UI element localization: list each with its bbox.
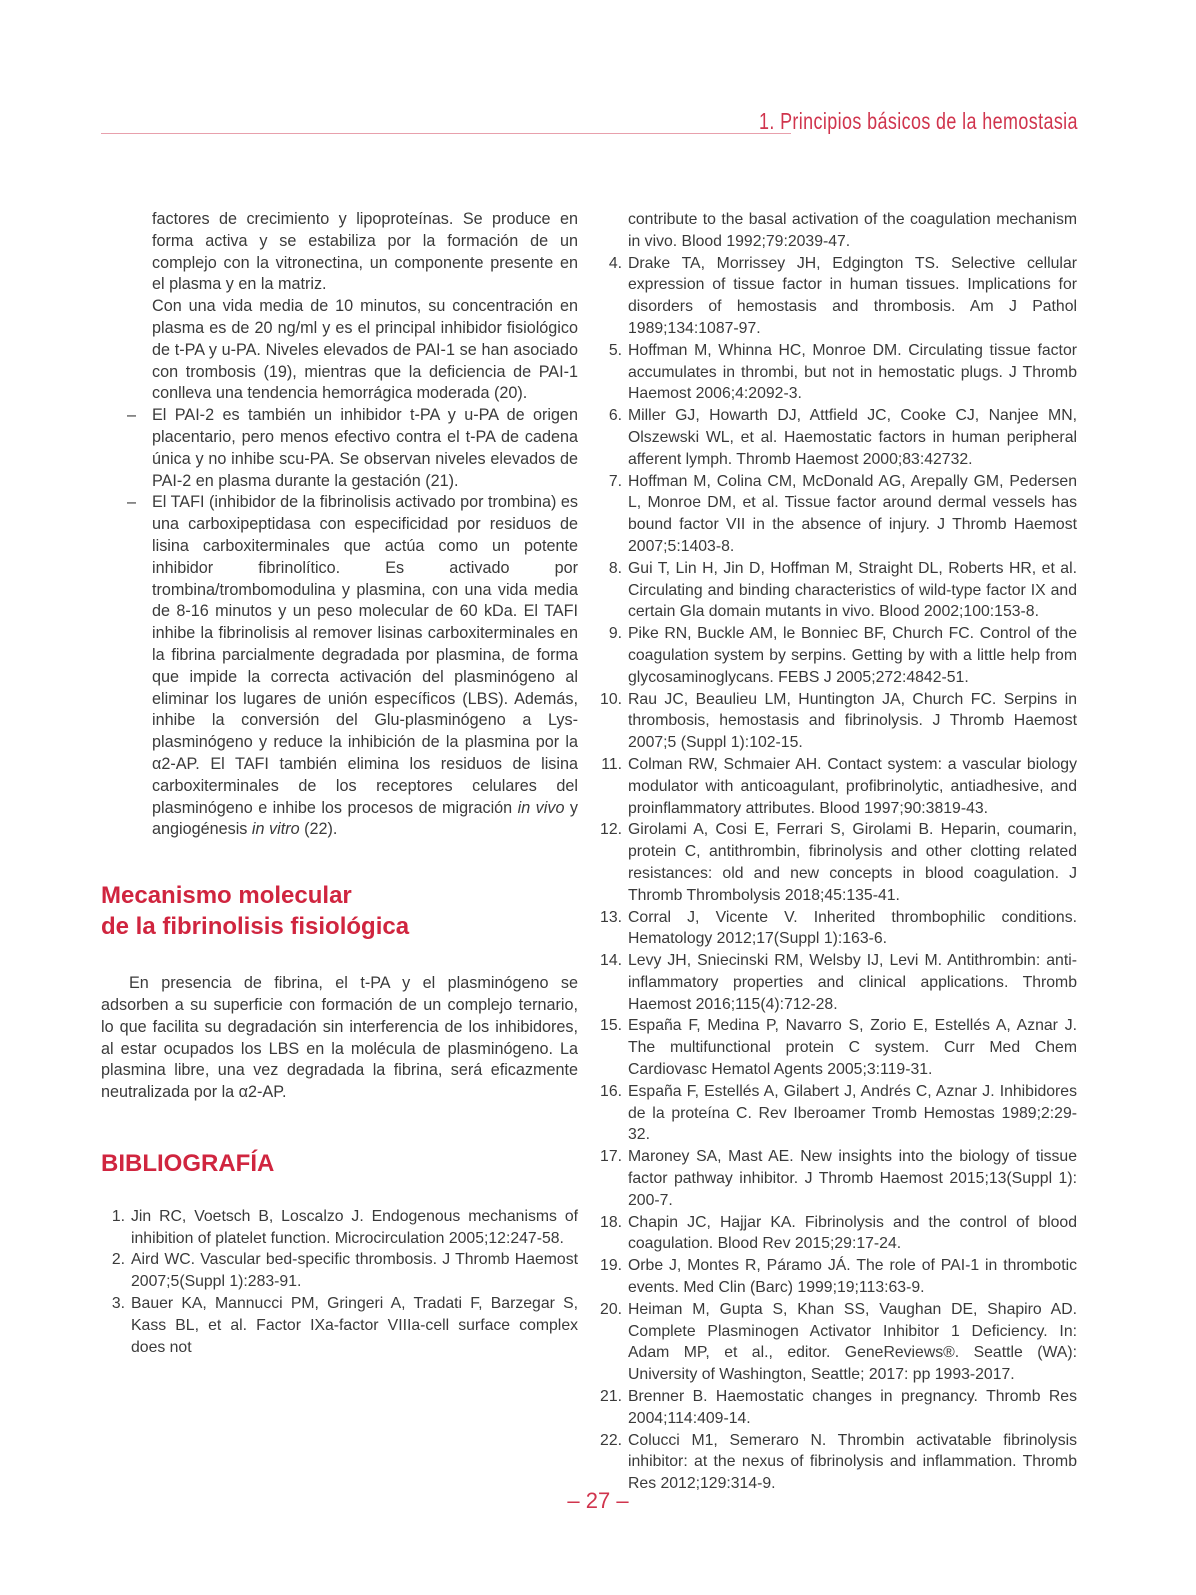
reference-number: 17. bbox=[600, 1148, 622, 1166]
reference-text: Orbe J, Montes R, Páramo JÁ. The role of PAI-1 in thrombotic events. Med Clin (Barc) 1999;19;113:63-9. bbox=[628, 1257, 1077, 1297]
reference-item bbox=[598, 1081, 1077, 1146]
bullet-text: El PAI-2 es también un inhibidor t-PA y u-PA de origen placentario, pero menos efectivo contra el t-PA de cadena única y no inhibe scu-PA. Se observan niveles elevados de PAI-2 en plasma durante la gestación (21). bbox=[152, 406, 578, 490]
reference-text: Jin RC, Voetsch B, Loscalzo J. Endogenous mechanisms of inhibition of platelet function. Microcirculation 2005;12:247-58. bbox=[131, 1207, 578, 1247]
reference-item bbox=[598, 558, 1077, 623]
reference-text: Levy JH, Sniecinski RM, Welsby IJ, Levi M. Antithrombin: anti-inflammatory properties and clinical applications. Thromb Haemost 2016;115(4):712-28. bbox=[628, 952, 1077, 1013]
reference-item bbox=[598, 1015, 1077, 1080]
body-paragraph: factores de crecimiento y lipoproteínas. Se produce en forma activa y se estabiliza por la formación de un complejo con la vitronectina, un componente presente en el plasma y en la matriz. bbox=[152, 210, 578, 294]
reference-item bbox=[598, 1430, 1077, 1495]
reference-item bbox=[101, 1293, 578, 1358]
bullet-item-tafi bbox=[101, 492, 578, 841]
left-column bbox=[101, 209, 578, 1358]
body-paragraph: Con una vida media de 10 minutos, su concentración en plasma es de 20 ng/ml y es el principal inhibidor fisiológico de t-PA y u-PA. Niveles elevados de PAI-1 se han asociado con trombosis (19), mientras que la deficiencia de PAI-1 conlleva una tendencia hemorrágica moderada (20). bbox=[152, 297, 578, 403]
reference-number: 16. bbox=[600, 1082, 622, 1100]
reference-number: 18. bbox=[600, 1213, 622, 1231]
bullet-item-pai2 bbox=[101, 405, 578, 492]
reference-text: Hoffman M, Whinna HC, Monroe DM. Circulating tissue factor accumulates in thrombi, but not in hemostatic plugs. J Thromb Haemost 2006;4:2092-3. bbox=[628, 341, 1077, 403]
reference-number: 21. bbox=[600, 1388, 622, 1406]
bullet-text: El TAFI (inhibidor de la fibrinolisis activado por trombina) es una carboxipeptidasa con especificidad por residuos de lisina carboxiterminales que actúa como un potente inhibidor fibrinolítico. Es activado por trombina/trombomodulina y plasmina, con una vida media de 8-16 minutos y un peso molecular de 60 kDa. El TAFI inhibe la fibrinolisis al remover lisinas carboxiterminales en la fibrina parcialmente degradada por plasmina, de forma que impide la correcta activación del plasminógeno al eliminar los lugares de unión específicos (LBS). Además, inhibe la conversión del Glu-plasminógeno a Lys-plasminógeno y reduce la inhibición de la plasmina por la α2-AP. El TAFI también elimina los residuos de lisina carboxiterminales de los receptores celulares del plasminógeno e inhibe los procesos de migración bbox=[152, 493, 578, 817]
header-rule bbox=[101, 133, 791, 134]
reference-item bbox=[598, 950, 1077, 1015]
reference-text: Aird WC. Vascular bed-specific thrombosis. J Thromb Haemost 2007;5(Suppl 1):283-91. bbox=[131, 1251, 578, 1291]
reference-number: 4. bbox=[608, 254, 622, 272]
reference-item bbox=[598, 253, 1077, 340]
reference-number: 2. bbox=[111, 1251, 125, 1269]
reference-number: 3. bbox=[111, 1295, 125, 1313]
reference-item bbox=[101, 1206, 578, 1250]
reference-item bbox=[598, 1386, 1077, 1430]
reference-text: Colucci M1, Semeraro N. Thrombin activatable fibrinolysis inhibitor: at the nexus of fibrinolysis and inflammation. Thromb Res 2012;129:314-9. bbox=[628, 1431, 1077, 1493]
reference-text: Corral J, Vicente V. Inherited thrombophilic conditions. Hematology 2012;17(Suppl 1):163-6. bbox=[628, 908, 1077, 948]
bibliography-heading: BIBLIOGRAFÍA bbox=[101, 1149, 275, 1177]
reference-text: contribute to the basal activation of the coagulation mechanism in vivo. Blood 1992;79:2039-47. bbox=[628, 211, 1077, 250]
reference-text: Maroney SA, Mast AE. New insights into the biology of tissue factor pathway inhibitor. J Thromb Haemost 2015;13(Suppl 1): 200-7. bbox=[628, 1148, 1077, 1209]
reference-text: España F, Medina P, Navarro S, Zorio E, Estellés A, Aznar J. The multifunctional protein C system. Curr Med Chem Cardiovasc Hematol Agents 2005;3:119-31. bbox=[628, 1017, 1077, 1079]
reference-item bbox=[598, 907, 1077, 951]
reference-text: Gui T, Lin H, Jin D, Hoffman M, Straight DL, Roberts HR, et al. Circulating and binding characteristics of wild-type factor IX and certain Gla domain mutants in vivo. Blood 2002;100:153-8. bbox=[628, 559, 1077, 621]
reference-number: 11. bbox=[601, 755, 622, 773]
dash-bullet-icon: – bbox=[127, 493, 137, 512]
reference-list-left bbox=[101, 1206, 578, 1359]
reference-item bbox=[598, 754, 1077, 819]
reference-number: 20. bbox=[600, 1300, 622, 1318]
dash-bullet-icon: – bbox=[127, 406, 137, 425]
reference-text: Hoffman M, Colina CM, McDonald AG, Arepally GM, Pedersen L, Monroe DM, et al. Tissue factor around dermal vessels has bound factor VII in the absence of injury. J Thromb Haemost 2007;5:1403-8. bbox=[628, 472, 1077, 555]
reference-text: Heiman M, Gupta S, Khan SS, Vaughan DE, Shapiro AD. Complete Plasminogen Activator Inhibitor 1 Deficiency. In: Adam MP, et al., editor. GeneReviews®. Seattle (WA): University of Washington, Seattle; 2017: pp 1993-2017. bbox=[628, 1300, 1077, 1384]
reference-item bbox=[598, 1299, 1077, 1386]
mechanism-paragraph: En presencia de fibrina, el t-PA y el plasminógeno se adsorben a su superficie con formación de un complejo ternario, lo que facilita su degradación sin interferencia de los inhibidores, al estar ocupados los LBS en la molécula de plasminógeno. La plasmina libre, una vez degradada la fibrina, será eficazmente neutralizada por la α2-AP. bbox=[101, 974, 578, 1102]
reference-text: Rau JC, Beaulieu LM, Huntington JA, Church FC. Serpins in thrombosis, hemostasis and fibrinolysis. J Thromb Haemost 2007;5 (Suppl 1):102-15. bbox=[628, 690, 1077, 752]
continued-text-block bbox=[101, 209, 578, 405]
reference-item bbox=[598, 471, 1077, 558]
reference-item bbox=[598, 1146, 1077, 1211]
reference-text: Girolami A, Cosi E, Ferrari S, Girolami B. Heparin, coumarin, protein C, antithrombin, fibrinolysis and other clotting related resistances: old and new concepts in blood coagulation. J Thromb Thrombolysis 2018;45:135-41. bbox=[628, 821, 1077, 904]
reference-number: 19. bbox=[600, 1257, 622, 1275]
reference-number: 7. bbox=[608, 472, 622, 490]
reference-number: 15. bbox=[600, 1017, 622, 1035]
reference-text: Colman RW, Schmaier AH. Contact system: a vascular biology modulator with anticoagulant, profibrinolytic, antiadhesive, and proinflammatory attributes. Blood 1997;90:3819-43. bbox=[628, 755, 1077, 817]
right-column bbox=[598, 209, 1077, 1495]
bullet-text: y angiogénesis bbox=[152, 798, 578, 839]
reference-item bbox=[598, 689, 1077, 754]
running-header-title: 1. Principios básicos de la hemostasia bbox=[759, 108, 1078, 134]
page-number: – 27 – bbox=[567, 1488, 629, 1513]
reference-number: 9. bbox=[608, 625, 622, 643]
reference-text: Bauer KA, Mannucci PM, Gringeri A, Tradati F, Barzegar S, Kass BL, et al. Factor IXa-factor VIIIa-cell surface complex does not bbox=[131, 1295, 578, 1356]
reference-number: 22. bbox=[600, 1431, 622, 1449]
reference-number: 12. bbox=[600, 821, 622, 839]
reference-item bbox=[598, 819, 1077, 906]
bullet-text: (22). bbox=[299, 820, 338, 839]
reference-text: Miller GJ, Howarth DJ, Attfield JC, Cooke CJ, Nanjee MN, Olszewski WL, et al. Haemostatic factors in human peripheral afferent lymph. Thromb Haemost 2000;83:42732. bbox=[628, 407, 1077, 468]
reference-item bbox=[598, 1255, 1077, 1299]
reference-list-right bbox=[598, 209, 1077, 1495]
reference-item bbox=[598, 1212, 1077, 1256]
italic-term: in vitro bbox=[251, 820, 300, 839]
reference-item-continued bbox=[598, 209, 1077, 253]
reference-text: Pike RN, Buckle AM, le Bonniec BF, Church FC. Control of the coagulation system by serpins. Getting by with a little help from glycosaminoglycans. FEBS J 2005;272:4842-51. bbox=[628, 625, 1077, 686]
section-heading-mechanism bbox=[101, 880, 578, 942]
reference-text: Drake TA, Morrissey JH, Edgington TS. Selective cellular expression of tissue factor in human tissues. Implications for disorders of hemostasis and thrombosis. Am J Pathol 1989;134:1087-97. bbox=[628, 254, 1077, 337]
reference-text: España F, Estellés A, Gilabert J, Andrés C, Aznar J. Inhibidores de la proteína C. Rev Iberoamer Tromb Hemostas 1989;2:29-32. bbox=[628, 1082, 1077, 1144]
reference-item bbox=[598, 340, 1077, 405]
reference-item bbox=[598, 405, 1077, 470]
reference-number: 6. bbox=[608, 407, 622, 425]
reference-number: 8. bbox=[608, 559, 622, 577]
reference-number: 1. bbox=[111, 1207, 125, 1225]
italic-term: in vivo bbox=[517, 798, 565, 817]
reference-item bbox=[598, 623, 1077, 688]
reference-number: 13. bbox=[600, 908, 622, 926]
reference-text: Chapin JC, Hajjar KA. Fibrinolysis and the control of blood coagulation. Blood Rev 2015;29:17-24. bbox=[628, 1213, 1077, 1253]
reference-number: 5. bbox=[608, 341, 622, 359]
reference-text: Brenner B. Haemostatic changes in pregnancy. Thromb Res 2004;114:409-14. bbox=[628, 1388, 1077, 1427]
reference-item bbox=[101, 1249, 578, 1293]
reference-number: 10. bbox=[600, 690, 622, 708]
heading-line: Mecanismo molecular bbox=[101, 882, 352, 910]
heading-line: de la fibrinolisis fisiológica bbox=[101, 913, 410, 941]
reference-number: 14. bbox=[600, 952, 622, 970]
